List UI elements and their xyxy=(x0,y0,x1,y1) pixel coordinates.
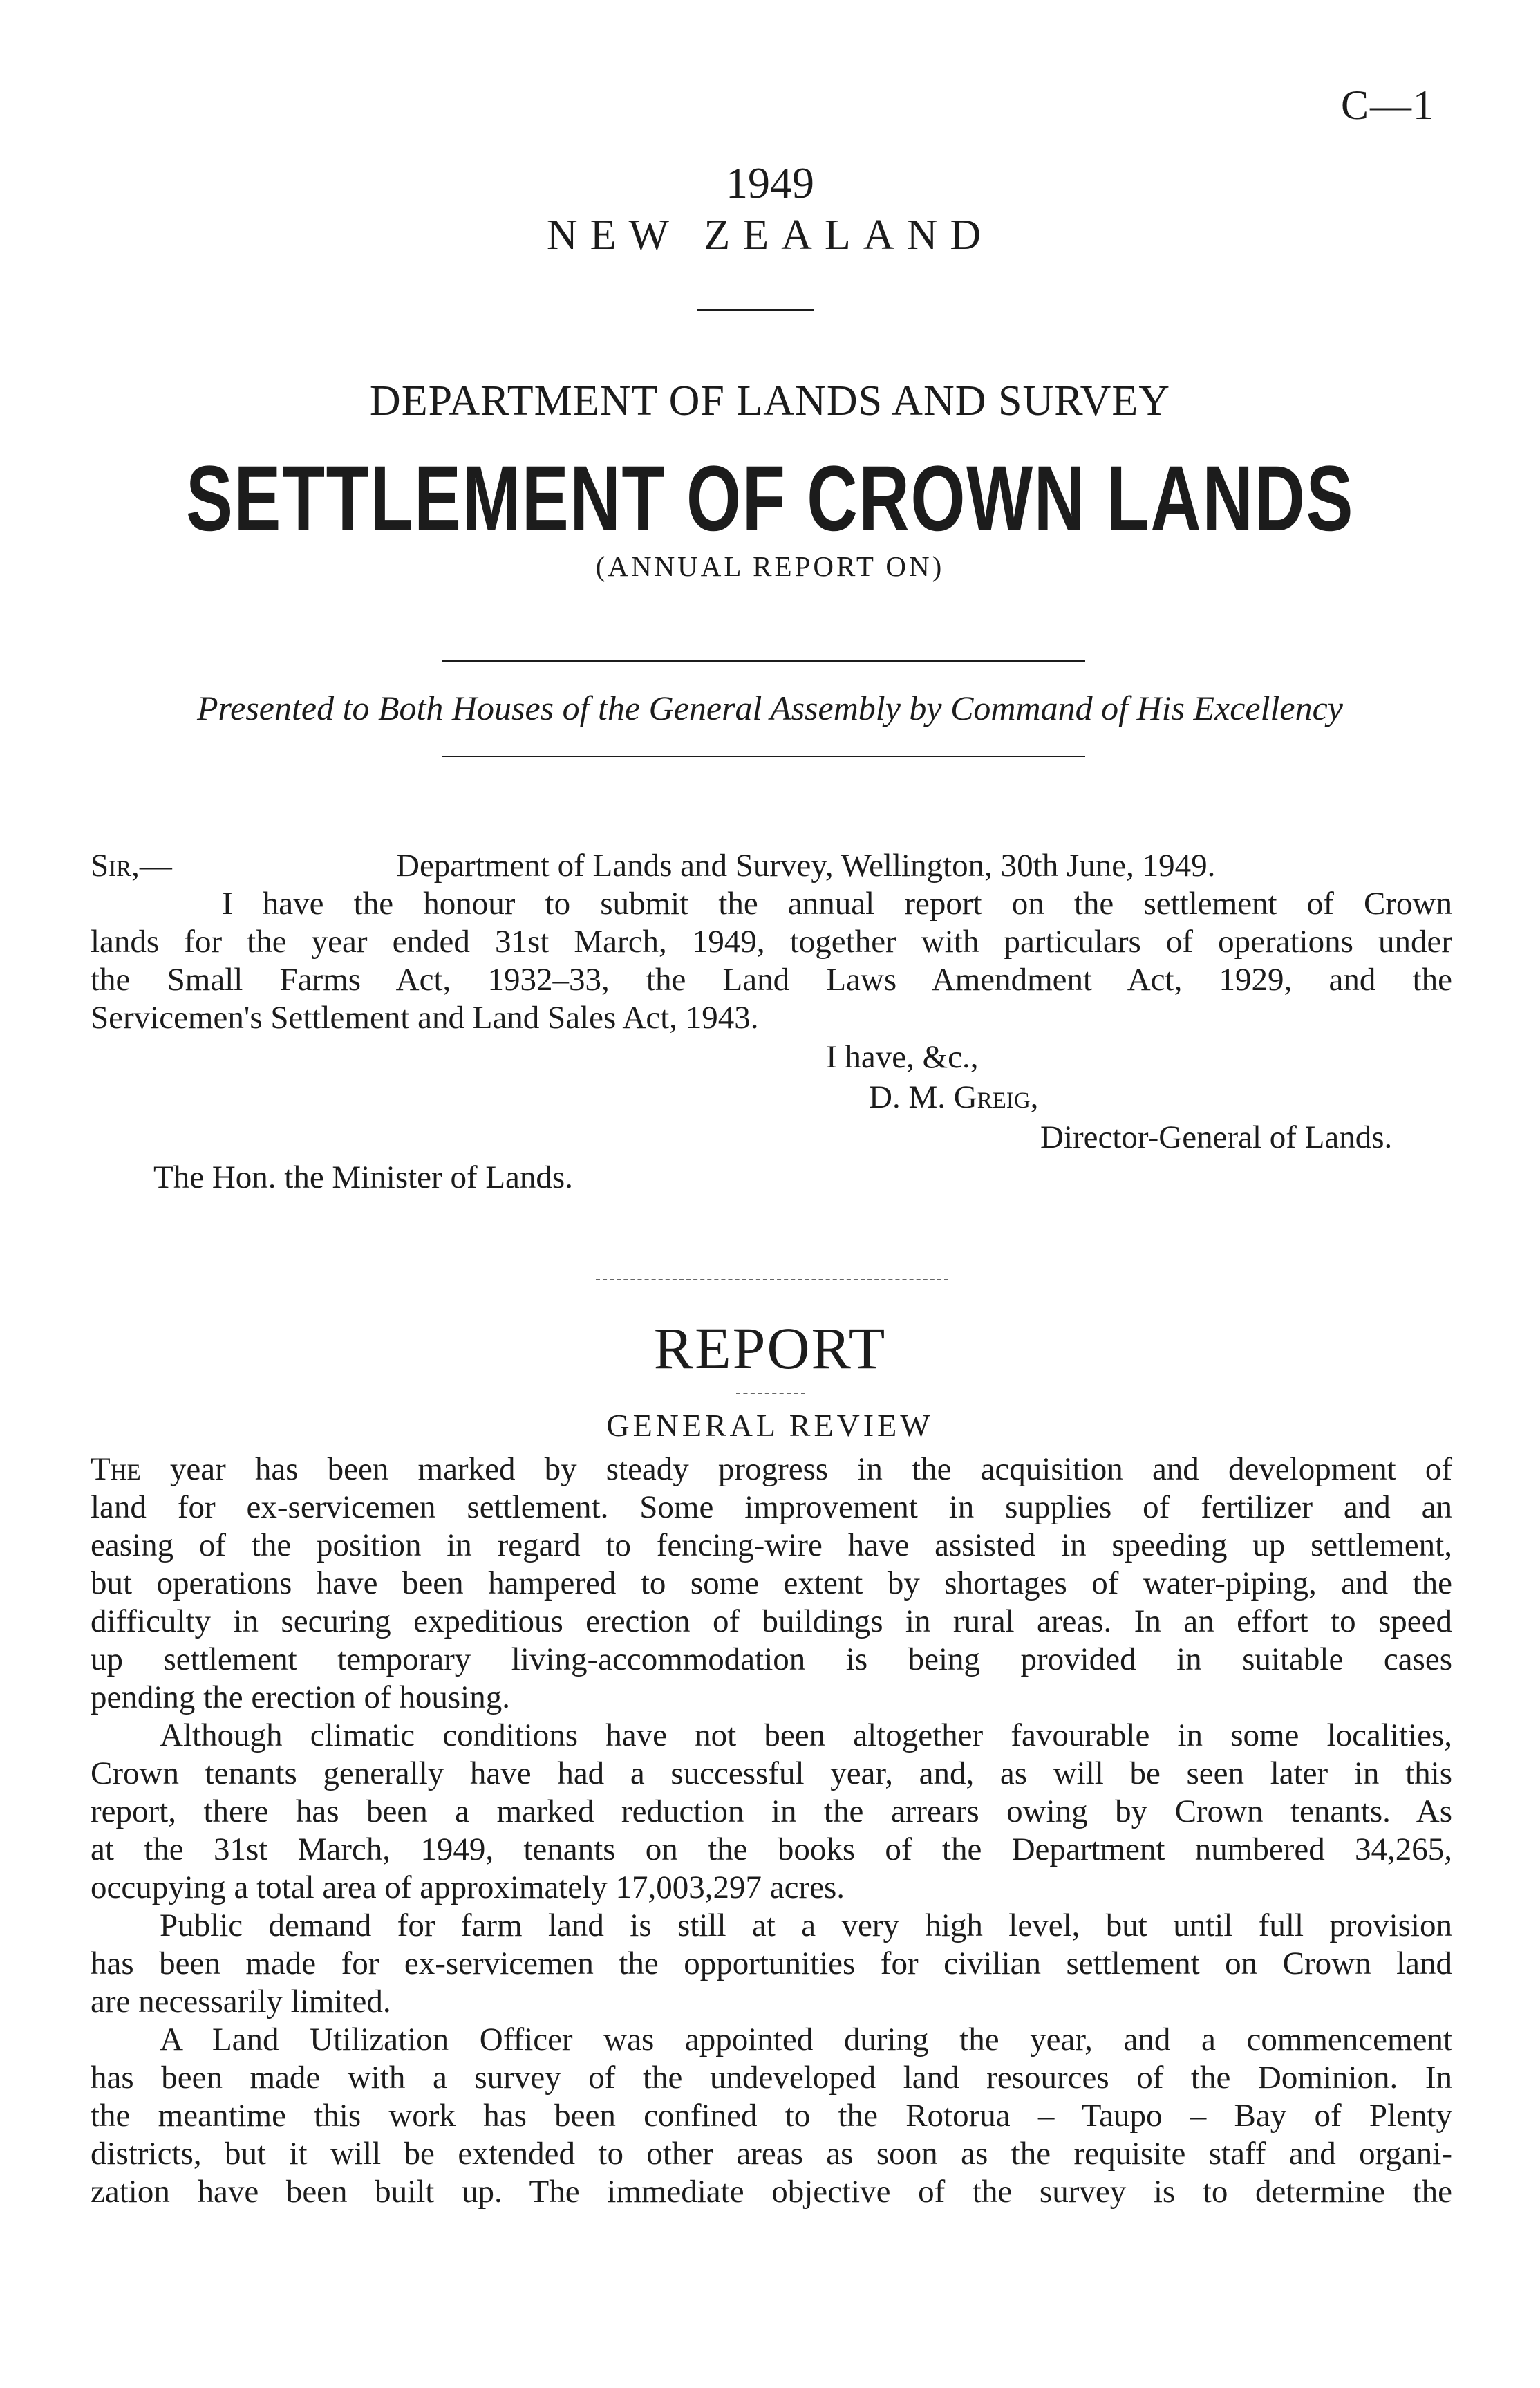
paragraph-line xyxy=(91,1450,1452,1489)
signatory-title: Director-General of Lands. xyxy=(1040,1119,1393,1155)
letter-line: lands for the year ended 31st March, 1949, together with particulars of operations under xyxy=(91,924,1452,960)
report-year: 1949 xyxy=(726,158,814,207)
salutation: Sir,— xyxy=(91,848,172,884)
letter-line: the Small Farms Act, 1932–33, the Land Laws Amendment Act, 1929, and the xyxy=(91,962,1452,998)
paragraph-line: easing of the position in regard to fencing-wire have assisted in speeding up settlement, xyxy=(91,1527,1452,1563)
report-divider xyxy=(596,1279,948,1280)
paragraph-line: Crown tenants generally have had a successful year, and, as will be seen later in this xyxy=(91,1755,1452,1791)
paragraph-lead: The xyxy=(91,1451,141,1487)
document-subtitle: (ANNUAL REPORT ON) xyxy=(595,550,945,582)
letter-line: I have the honour to submit the annual report on the settlement of Crown xyxy=(222,886,1452,922)
paragraph-line: Public demand for farm land is still at a very high level, but until full provision xyxy=(160,1907,1452,1943)
letter-dateline: Department of Lands and Survey, Wellington, 30th June, 1949. xyxy=(396,848,1216,884)
document-title: SETTLEMENT OF CROWN LANDS xyxy=(186,447,1354,550)
paragraph-line: zation have been built up. The immediate objective of the survey is to determine the xyxy=(91,2174,1452,2210)
report-heading: REPORT xyxy=(653,1315,887,1381)
paragraph-line: the meantime this work has been confined to the Rotorua – Taupo – Bay of Plenty xyxy=(91,2098,1452,2134)
department-name: DEPARTMENT OF LANDS AND SURVEY xyxy=(369,377,1171,425)
letter-line: Servicemen's Settlement and Land Sales Act, 1943. xyxy=(91,1000,759,1036)
signatory-name: D. M. Greig, xyxy=(869,1079,1039,1115)
paragraph-line: districts, but it will be extended to other areas as soon as the requisite staff and organi- xyxy=(91,2136,1452,2172)
paragraph-line: has been made with a survey of the undeveloped land resources of the Dominion. In xyxy=(91,2060,1452,2096)
paragraph-line: land for ex-servicemen settlement. Some improvement in supplies of fertilizer and an xyxy=(91,1489,1452,1525)
report-body xyxy=(91,1450,1452,2211)
letter-closing: I have, &c., xyxy=(826,1039,979,1075)
section-heading: GENERAL REVIEW xyxy=(606,1408,934,1443)
letter-addressee: The Hon. the Minister of Lands. xyxy=(153,1159,573,1195)
paragraph-line: report, there has been a marked reduction in the arrears owing by Crown tenants. As xyxy=(91,1793,1452,1829)
paragraph-line: Although climatic conditions have not been altogether favourable in some localities, xyxy=(160,1717,1452,1753)
paragraph-line: but operations have been hampered to some extent by shortages of water-piping, and the xyxy=(91,1565,1452,1601)
presented-rule-bottom xyxy=(442,756,1085,757)
paragraph-line: A Land Utilization Officer was appointed during the year, and a commencement xyxy=(160,2022,1452,2058)
paragraph-line: occupying a total area of approximately 17,003,297 acres. xyxy=(91,1869,845,1905)
paragraph-line-text: year has been marked by steady progress in the acquisition and development of xyxy=(140,1451,1452,1487)
letter-body xyxy=(91,885,1452,1037)
paragraph-line: at the 31st March, 1949, tenants on the books of the Department numbered 34,265, xyxy=(91,1831,1452,1867)
paragraph-line: difficulty in securing expeditious erection of buildings in rural areas. In an effort to speed xyxy=(91,1603,1452,1639)
paragraph-line: are necessarily limited. xyxy=(91,1984,391,2019)
page-reference: C—1 xyxy=(1341,82,1436,128)
paragraph-line: up settlement temporary living-accommodation is being provided in suitable cases xyxy=(91,1641,1452,1677)
title-divider xyxy=(697,309,814,311)
paragraph-line: pending the erection of housing. xyxy=(91,1679,510,1715)
paragraph-line: has been made for ex-servicemen the opportunities for civilian settlement on Crown land xyxy=(91,1946,1452,1981)
presented-line: Presented to Both Houses of the General Assembly by Command of His Excellency xyxy=(197,689,1343,727)
country-name: NEW ZEALAND xyxy=(546,212,994,259)
report-subdivider xyxy=(736,1393,805,1394)
presented-rule-top xyxy=(442,660,1085,662)
